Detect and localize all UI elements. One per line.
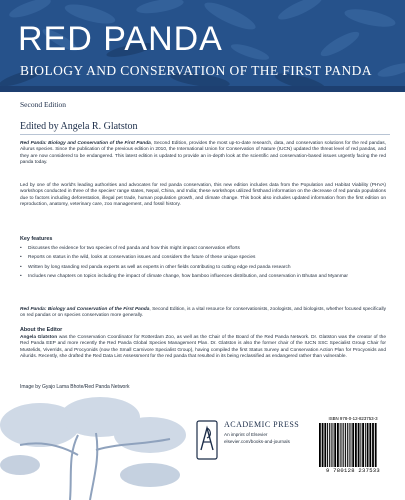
barcode-bar bbox=[333, 423, 334, 467]
editor-name: Angela Glatston bbox=[20, 335, 58, 340]
image-credit: Image by Gyajo Lama Bhote/Red Panda Network bbox=[20, 384, 130, 390]
barcode-bar bbox=[372, 423, 374, 467]
about-editor-heading: About the Editor bbox=[20, 327, 63, 333]
book-subtitle: BIOLOGY AND CONSERVATION OF THE FIRST PANDA bbox=[20, 63, 372, 78]
key-features-heading: Key features bbox=[20, 236, 53, 242]
publisher-logo-icon bbox=[196, 420, 218, 460]
book-title-italic: Red Panda: Biology and Conservation of the First Panda bbox=[20, 141, 151, 146]
about-editor-paragraph bbox=[20, 335, 386, 361]
barcode-bar bbox=[340, 423, 341, 467]
barcode-bar bbox=[319, 423, 321, 467]
description-text: , Second Edition, provides the most up-to-date research, data, and conservation solutions for the red pandas, Ailurus species. Since the publication of the previous edition in 2010, the International Union for Conservation of Nature (IUCN) updated the threat level of red pandas, and they are now considered to be endangered. This latest edition is updated to provide an in-depth look at the scientific and conservation-based issues urgently facing the red panda today. bbox=[20, 141, 386, 166]
isbn-label: ISBN 978-0-12-823753-3 bbox=[328, 416, 378, 421]
barcode-bar bbox=[369, 423, 371, 467]
divider-line bbox=[20, 134, 390, 135]
barcode-bar bbox=[352, 423, 354, 467]
list-item: • Reports on status in the wild, looks at conservation issues and considers the future of these unique species bbox=[20, 255, 386, 261]
publisher-url: elsevier.com/books-and-journals bbox=[224, 439, 290, 444]
barcode-bar bbox=[343, 423, 344, 467]
barcode-bar bbox=[351, 423, 352, 467]
key-features-list bbox=[20, 246, 386, 284]
list-item: • Discusses the evidence for two species of red panda and how this might impact conservation efforts bbox=[20, 246, 386, 252]
barcode-bar bbox=[355, 423, 357, 467]
barcode-bar bbox=[367, 423, 369, 467]
edition-label: Second Edition bbox=[20, 100, 67, 109]
barcode-bar bbox=[342, 423, 343, 467]
cover-header bbox=[0, 0, 405, 92]
barcode-bar bbox=[349, 423, 350, 467]
barcode-bar bbox=[324, 423, 326, 467]
description-paragraph-1 bbox=[20, 141, 386, 167]
list-item: • Written by long standing red panda experts as well as experts in other fields contributing to cutting edge red panda research bbox=[20, 265, 386, 271]
book-title-italic: Red Panda: Biology and Conservation of the First Panda bbox=[20, 307, 150, 312]
publisher-logo-block bbox=[196, 418, 306, 478]
barcode-bar bbox=[331, 423, 332, 467]
barcode-bar bbox=[327, 423, 328, 467]
barcode-bar bbox=[358, 423, 360, 467]
publisher-name: ACADEMIC PRESS bbox=[224, 420, 300, 429]
about-editor-text: was the Conservation Coordinator for Rotterdam Zoo, as well as the Chair of the Board of the Red Panda Network. Dr. Glatston was the creator of the Red Panda EEP and more recently the Red Panda Global Species Management Plan. Dr. Glatston is also the former chair of the IUCN SSC Specialist Group Chair for Mustelids, Viverrids, and Procyonids (now the Small Carnivore Specialist Group), having compiled the first Status Survey and Conservation Action Plan for Procyonids and Ailurids. Recently, she drafted the Red Data List Assessment for the red panda that resulted in its being reclassified as endangered rather than vulnerable. bbox=[20, 335, 386, 360]
description-paragraph-2: Led by one of the world's leading authorities and advocates for red panda conservation, this new edition includes data from the Population and Habitat Viability (PHVA) workshops conducted in three of the species' range states, Nepal, China, and India; these workshops utilized firsthand information on the decrease of red panda populations due to factors including deforestation, illegal pet trade, human population growth, and climate change. This book also includes updated information from the first edition on reproduction, anatomy, veterinary care, zoo management, and fossil history. bbox=[20, 183, 386, 208]
closing-text: , Second Edition, is a vital resource for conservationists, zoologists, and biologists, whether focused specifically on red pandas or on species conservation more generally. bbox=[20, 307, 386, 319]
closing-paragraph bbox=[20, 307, 386, 320]
barcode-bar bbox=[360, 423, 361, 467]
barcode-bar bbox=[375, 423, 377, 467]
barcode-icon bbox=[317, 423, 389, 467]
barcode-bar bbox=[329, 423, 330, 467]
editor-credit: Edited by Angela R. Glatston bbox=[20, 121, 138, 132]
barcode-digits: 9 780128 237533 bbox=[325, 467, 380, 474]
list-item: • Includes new chapters on topics including the impact of climate change, how bamboo influences distribution, and conservation in Bhutan and Myanmar bbox=[20, 274, 386, 280]
barcode-bar bbox=[345, 423, 346, 467]
barcode-bar bbox=[337, 423, 339, 467]
isbn-barcode bbox=[315, 416, 391, 476]
barcode-bar bbox=[347, 423, 348, 467]
barcode-bar bbox=[322, 423, 324, 467]
barcode-bar bbox=[365, 423, 366, 467]
tree-illustration bbox=[0, 395, 200, 500]
barcode-bar bbox=[334, 423, 336, 467]
barcode-bar bbox=[362, 423, 364, 467]
publisher-imprint: An imprint of Elsevier bbox=[224, 432, 268, 437]
book-title: RED PANDA bbox=[18, 20, 223, 58]
